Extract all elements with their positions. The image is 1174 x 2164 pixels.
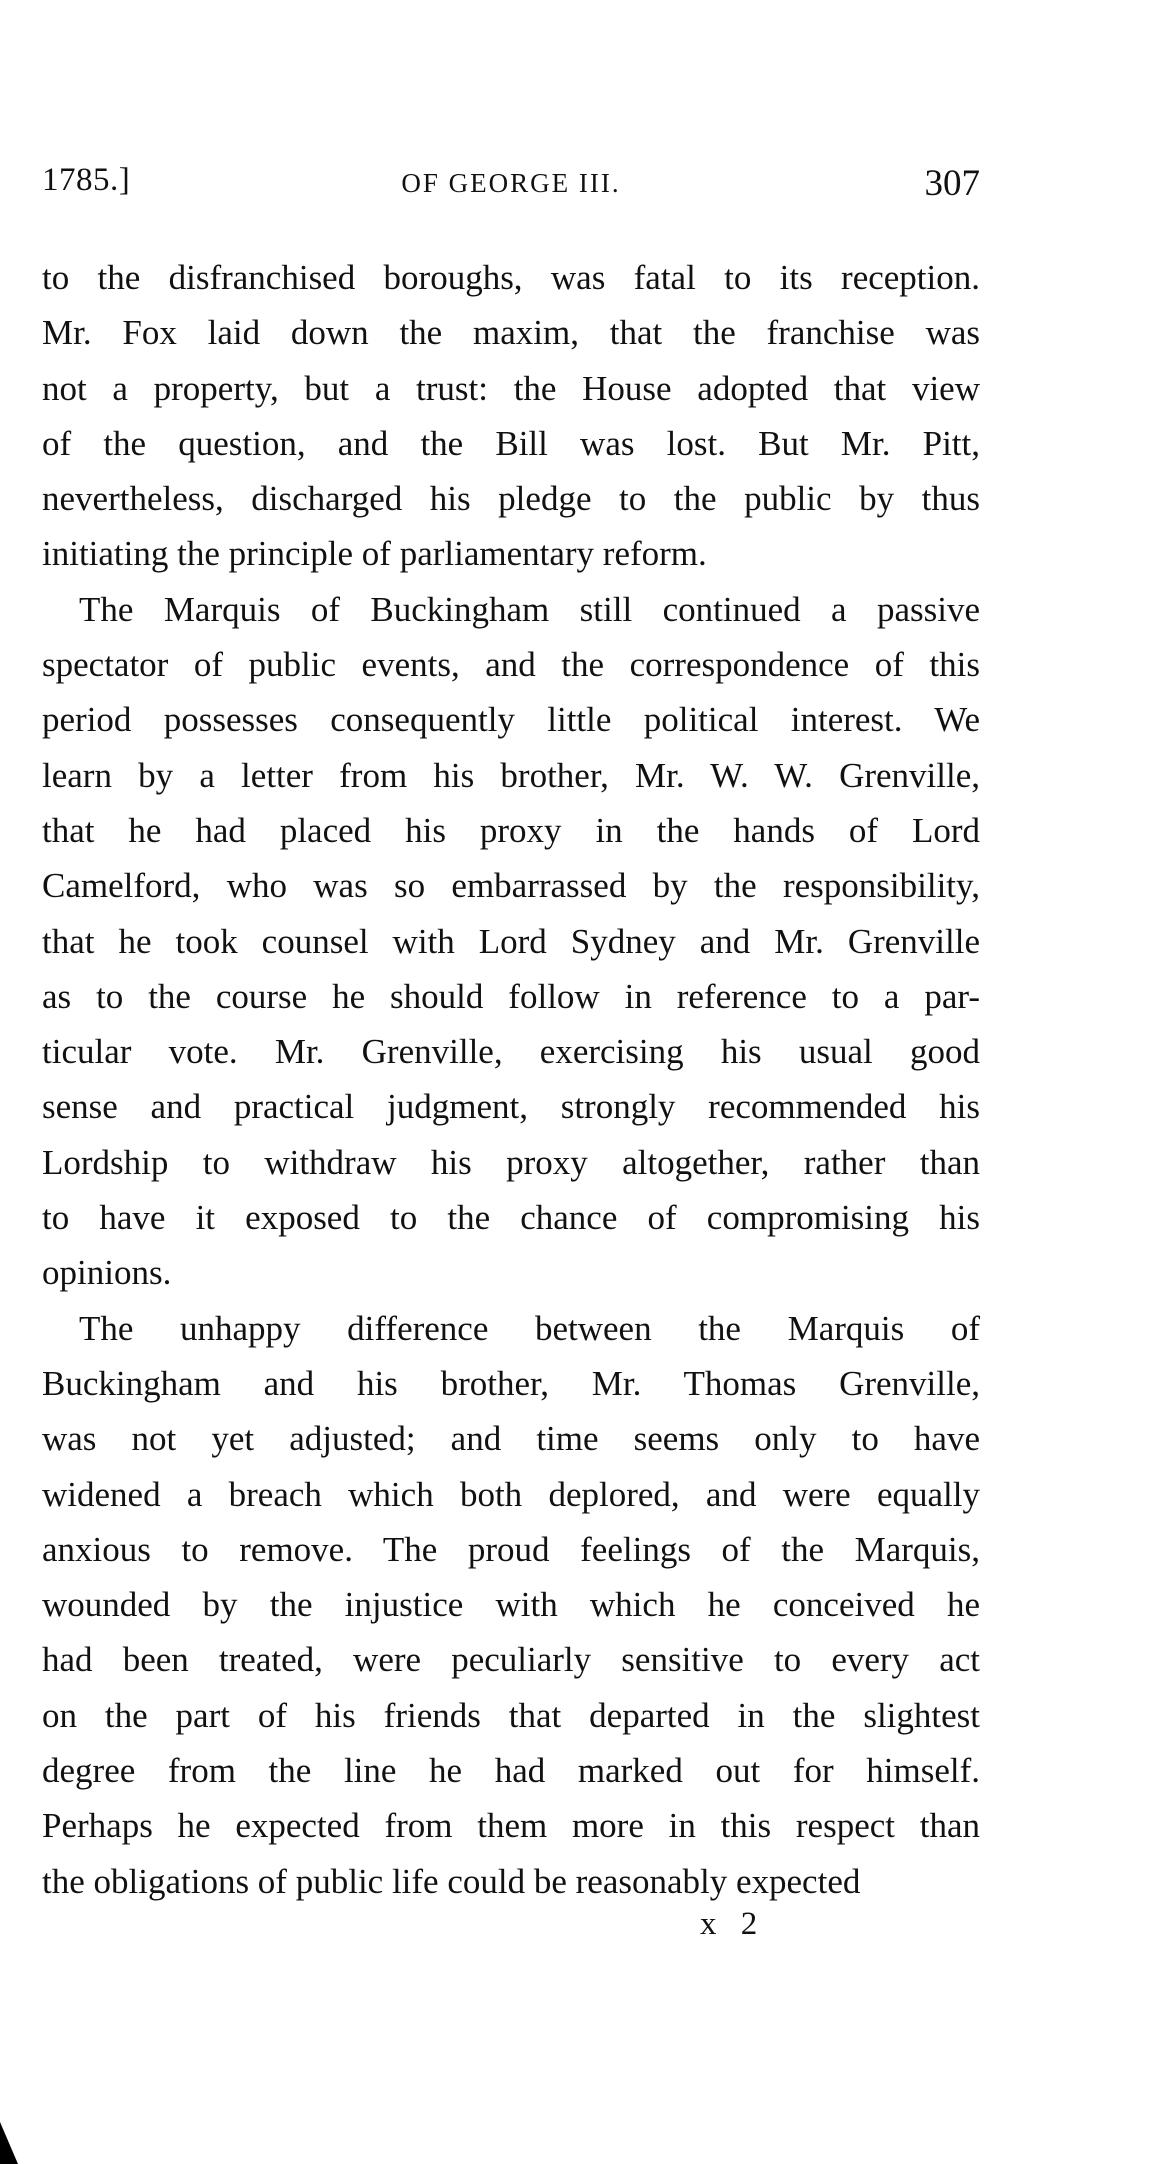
signature-mark: x 2 (700, 1906, 766, 1942)
text-line: Camelford, who was so embarrassed by the responsibility, (42, 866, 980, 906)
text-line: Lordship to withdraw his proxy altogether, rather than (42, 1142, 980, 1182)
text-line: the obligations of public life could be reasonably expected (42, 1861, 861, 1901)
text-line: on the part of his friends that departed in the slightest (42, 1695, 980, 1735)
text-line: Mr. Fox laid down the maxim, that the franchise was (42, 313, 980, 353)
text-line: as to the course he should follow in reference to a par- (42, 976, 980, 1016)
header-title: OF GEORGE III. (401, 168, 621, 198)
page-number: 307 (924, 163, 980, 204)
text-line: ticular vote. Mr. Grenville, exercising his usual good (42, 1032, 980, 1072)
text-line: spectator of public events, and the correspondence of this (42, 645, 980, 685)
text-line: The Marquis of Buckingham still continued a passive (79, 589, 980, 629)
text-line: to have it exposed to the chance of compromising his (42, 1198, 980, 1238)
text-line: opinions. (42, 1253, 172, 1293)
text-line: anxious to remove. The proud feelings of the Marquis, (42, 1529, 980, 1569)
text-line: period possesses consequently little political interest. We (42, 700, 980, 740)
paragraph (42, 250, 980, 582)
text-line: widened a breach which both deplored, and were equally (42, 1474, 980, 1514)
paragraph (42, 1301, 980, 1909)
text-line: not a property, but a trust: the House adopted that view (42, 368, 980, 408)
corner-mark (0, 2122, 18, 2164)
text-line: The unhappy difference between the Marquis of (79, 1308, 980, 1348)
text-line: degree from the line he had marked out for himself. (42, 1751, 980, 1791)
text-line: to the disfranchised boroughs, was fatal to its reception. (42, 258, 980, 297)
header-year: 1785.] (42, 162, 131, 198)
text-line: sense and practical judgment, strongly recommended his (42, 1087, 980, 1127)
paragraph (42, 582, 980, 1301)
text-line: was not yet adjusted; and time seems only to have (42, 1419, 980, 1459)
text-line: that he had placed his proxy in the hands of Lord (42, 810, 980, 850)
text-line: had been treated, were peculiarly sensitive to every act (42, 1640, 980, 1680)
text-line: that he took counsel with Lord Sydney and Mr. Grenville (42, 921, 980, 961)
text-line: Perhaps he expected from them more in this respect than (42, 1806, 980, 1846)
running-head (42, 162, 980, 212)
text-line: Buckingham and his brother, Mr. Thomas Grenville, (42, 1363, 980, 1403)
text-line: wounded by the injustice with which he conceived he (42, 1585, 980, 1625)
text-line: nevertheless, discharged his pledge to the public by thus (42, 479, 980, 519)
text-line: learn by a letter from his brother, Mr. W. W. Grenville, (42, 755, 980, 795)
text-line: of the question, and the Bill was lost. But Mr. Pitt, (42, 423, 980, 463)
text-line: initiating the principle of parliamentary reform. (42, 534, 707, 574)
body-text (42, 250, 980, 1909)
